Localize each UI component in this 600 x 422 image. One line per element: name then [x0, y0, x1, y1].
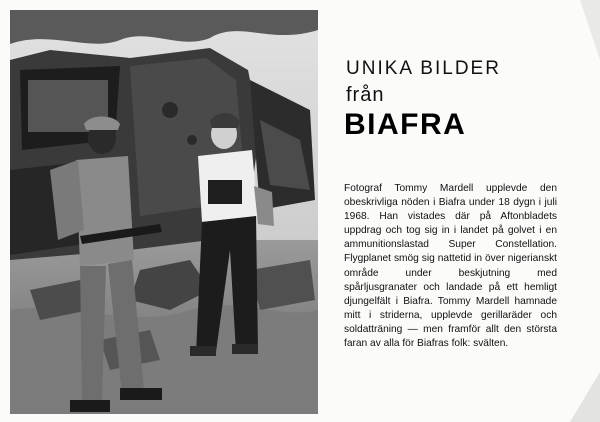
- paper-corner-top: [580, 0, 600, 60]
- heading-unika-bilder: UNIKA BILDER: [346, 58, 501, 79]
- heading-fran: från: [346, 84, 385, 106]
- photo-illustration: [10, 10, 318, 414]
- heading-biafra: BIAFRA: [344, 108, 467, 141]
- body-paragraph: Fotograf Tommy Mardell upplevde den obeskrivliga nöden i Biafra under 18 dygn i juli 1968. Han vistades där på Aftonbladets uppdrag och tog sig in i landet på golvet i en ammunitionslastad Super Constellation. Flygplanet smög sig nattetid in över nigerianskt område under beskjutning med spårljusgranater och landade på ett hemligt djungelfält i Biafra. Tommy Mardell hamnade mitt i striderna, upplevde gerillaräder och soldatträning — men framför allt den största faran av alla för Biafras folk: svälten.: [344, 183, 557, 350]
- paper-corner-bottom: [570, 372, 600, 422]
- black-and-white-photograph: [10, 10, 318, 414]
